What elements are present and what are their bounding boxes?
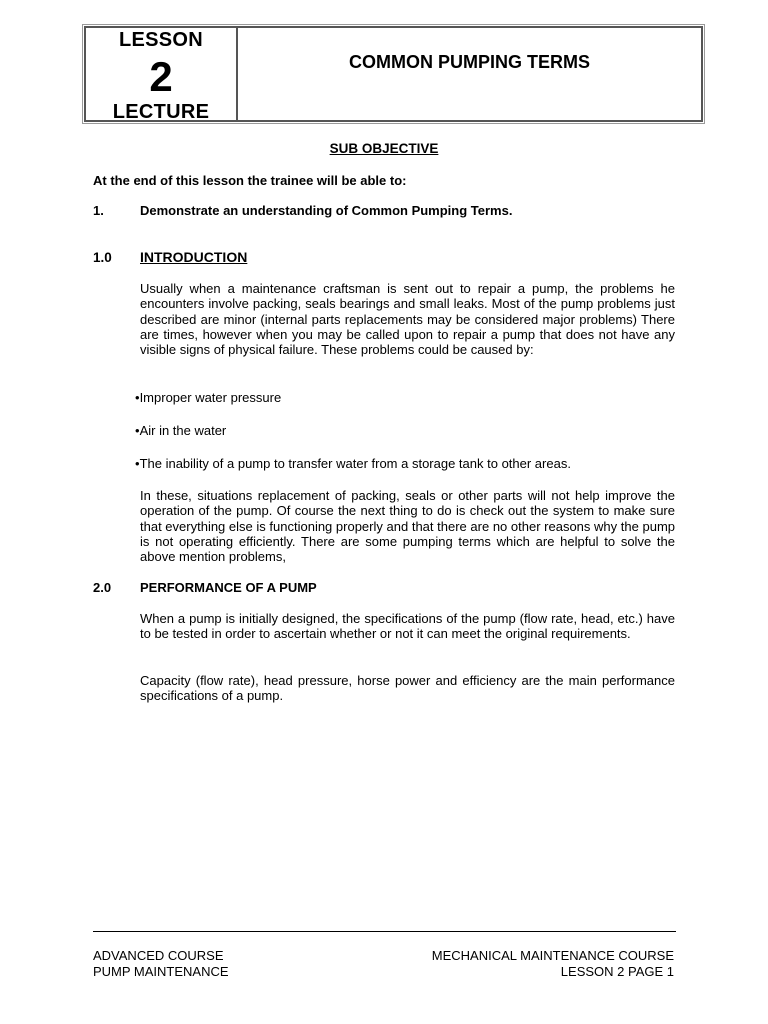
section-heading: PERFORMANCE OF A PUMP [140, 580, 317, 595]
list-item-text: Improper water pressure [139, 390, 282, 405]
footer-divider [93, 931, 676, 932]
section-number: 1.0 [93, 250, 112, 265]
list-item-text: Air in the water [139, 423, 227, 438]
list-item [135, 390, 281, 405]
page-title: COMMON PUMPING TERMS [349, 52, 590, 72]
intro-paragraph-2: In these, situations replacement of packing, seals or other parts will not help improve the operation of the pump. Of course the next thing to do is check out the system to make sure that everything else is functioning properly and that there are no other reasons why the pump is not operating efficiently. There are some pumping terms which are helpful to solve the above mention problems, [140, 488, 675, 565]
sub-objective-intro: At the end of this lesson the trainee will be able to: [93, 173, 407, 188]
footer-right-line2: LESSON 2 PAGE 1 [560, 964, 674, 979]
list-item-text: The inability of a pump to transfer water from a storage tank to other areas. [139, 456, 571, 471]
lesson-number: 2 [149, 53, 173, 100]
objective-item-text: Demonstrate an understanding of Common Pumping Terms. [140, 203, 513, 218]
list-item [135, 456, 571, 471]
footer-left-line2: PUMP MAINTENANCE [93, 964, 229, 979]
lecture-label: LECTURE [112, 101, 210, 123]
list-item [135, 423, 226, 438]
lesson-label: LESSON [118, 29, 204, 51]
section-number: 2.0 [93, 580, 112, 595]
objective-item-number: 1. [93, 203, 104, 218]
footer-right-line1: MECHANICAL MAINTENANCE COURSE [431, 948, 674, 963]
section-heading: INTRODUCTION [140, 249, 248, 265]
bullet-glyph: • [135, 456, 140, 471]
performance-paragraph: When a pump is initially designed, the specifications of the pump (flow rate, head, etc.) have to be tested in order to ascertain whether or not it can meet the original requirements. [140, 611, 675, 642]
lesson-header-box [84, 26, 703, 122]
sub-objective-heading: SUB OBJECTIVE [329, 141, 439, 156]
lesson-badge [86, 28, 238, 123]
bullet-glyph: • [135, 423, 140, 438]
bullet-glyph: • [135, 390, 140, 405]
intro-paragraph: Usually when a maintenance craftsman is sent out to repair a pump, the problems he encounters involve packing, seals bearings and small leaks. Most of the pump problems just described are minor (internal parts replacements may be considered major problems) There are times, however when you may be called upon to repair a pump that does not have any visible signs of physical failure. These problems could be caused by: [140, 281, 675, 358]
footer-left-line1: ADVANCED COURSE [93, 948, 224, 963]
performance-paragraph-2: Capacity (flow rate), head pressure, horse power and efficiency are the main performance specifications of a pump. [140, 673, 675, 704]
